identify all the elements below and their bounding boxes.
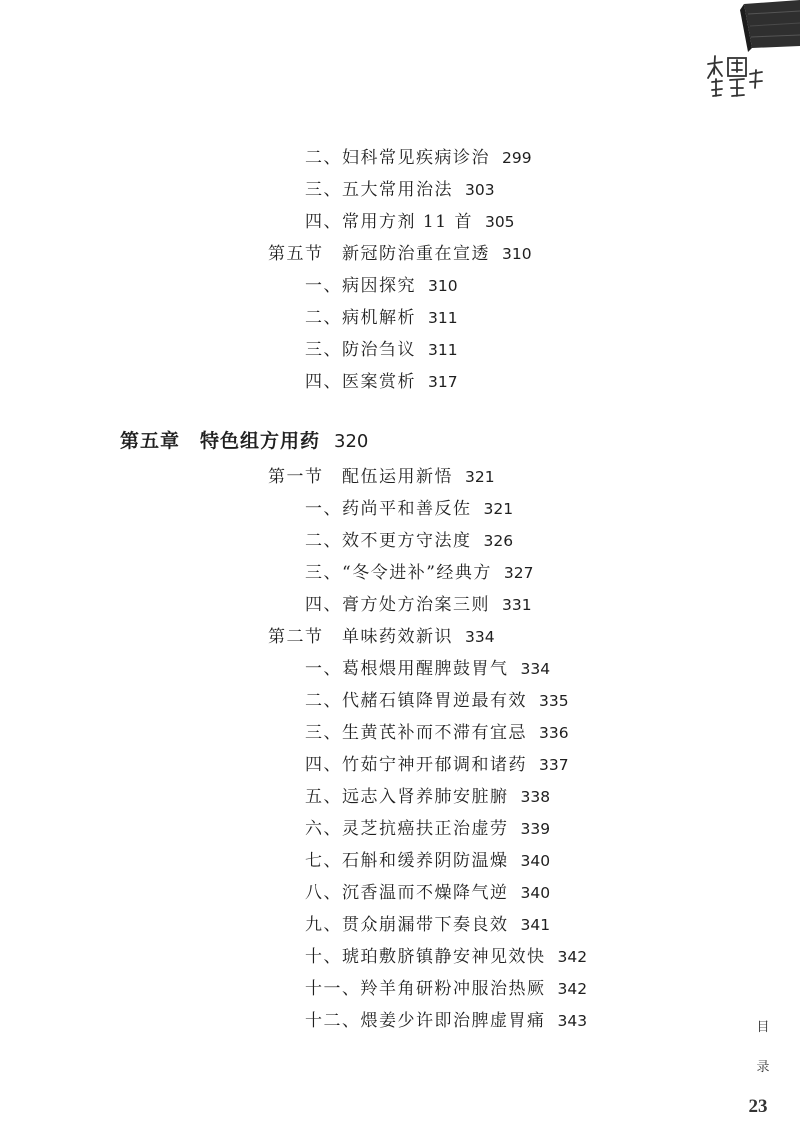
toc-entry[interactable] <box>305 850 550 872</box>
toc-entry-title: 六、灵芝抗癌扶正治虚劳 <box>305 819 509 839</box>
toc-entry[interactable] <box>305 722 569 744</box>
toc-entry[interactable] <box>305 946 587 968</box>
toc-entry[interactable] <box>305 211 515 233</box>
toc-entry-page: 336 <box>539 724 569 742</box>
toc-entry-page: 331 <box>502 596 532 614</box>
toc-section-entry[interactable] <box>268 626 495 648</box>
toc-entry[interactable] <box>305 147 532 169</box>
toc-entry-page: 299 <box>502 149 532 167</box>
toc-entry-page: 342 <box>557 980 588 998</box>
toc-entry-title: 四、常用方剂 11 首 <box>305 212 473 232</box>
toc-entry[interactable] <box>305 882 550 904</box>
toc-entry-title: 第一节 配伍运用新悟 <box>268 467 453 487</box>
toc-entry-page: 311 <box>428 341 458 359</box>
toc-entry[interactable] <box>305 179 495 201</box>
toc-entry[interactable] <box>305 530 513 552</box>
toc-chapter-entry[interactable] <box>120 430 368 453</box>
toc-entry-title: 十二、煨姜少许即治脾虚胃痛 <box>305 1011 546 1031</box>
toc-entry-title: 四、膏方处方治案三则 <box>305 595 490 615</box>
toc-entry-page: 339 <box>520 820 551 838</box>
toc-entry-page: 310 <box>502 245 532 263</box>
toc-entry-page: 343 <box>557 1012 588 1030</box>
toc-entry-page: 341 <box>520 916 551 934</box>
toc-entry[interactable] <box>305 371 458 393</box>
toc-entry-page: 303 <box>465 181 495 199</box>
toc-entry[interactable] <box>305 594 532 616</box>
toc-entry-page: 326 <box>483 532 514 550</box>
toc-entry-title: 二、病机解析 <box>305 308 416 328</box>
toc-entry[interactable] <box>305 1010 587 1032</box>
toc-entry-title: 一、药尚平和善反佐 <box>305 499 472 519</box>
toc-entry-title: 八、沉香温而不燥降气逆 <box>305 883 509 903</box>
toc-entry-page: 334 <box>520 660 551 678</box>
sidebar-label-mu: 目 <box>756 1020 770 1035</box>
toc-entry-page: 321 <box>465 468 495 486</box>
toc-entry-title: 四、医案赏析 <box>305 372 416 392</box>
toc-entry-page: 327 <box>503 564 534 582</box>
toc-entry-page: 340 <box>520 884 551 902</box>
toc-entry-title: 十、琥珀敷脐镇静安神见效快 <box>305 947 546 967</box>
toc-entry-title: 三、生黄芪补而不滞有宜忌 <box>305 723 527 743</box>
toc-entry[interactable] <box>305 307 458 329</box>
toc-entry-title: 二、代赭石镇降胃逆最有效 <box>305 691 527 711</box>
toc-entry-title: 十一、羚羊角研粉冲服治热厥 <box>305 979 546 999</box>
toc-entry-title: 二、妇科常见疾病诊治 <box>305 148 490 168</box>
page-number: 23 <box>748 1096 768 1117</box>
toc-entry-page: 317 <box>428 373 458 391</box>
toc-entry-title: 九、贯众崩漏带下奏良效 <box>305 915 509 935</box>
toc-entry-title: 七、石斛和缓养阴防温燥 <box>305 851 509 871</box>
toc-entry[interactable] <box>305 914 550 936</box>
toc-entry-title: 四、竹茹宁神开郁调和诸药 <box>305 755 527 775</box>
toc-entry-page: 321 <box>483 500 514 518</box>
toc-entry[interactable] <box>305 498 513 520</box>
toc-entry[interactable] <box>305 978 587 1000</box>
toc-entry[interactable] <box>305 818 550 840</box>
toc-entry-title: 三、防治刍议 <box>305 340 416 360</box>
toc-entry-page: 311 <box>428 309 458 327</box>
toc-entry-title: 二、效不更方守法度 <box>305 531 472 551</box>
toc-entry-page: 337 <box>539 756 569 774</box>
toc-entry-title: 第五节 新冠防治重在宣透 <box>268 244 490 264</box>
toc-entry-page: 338 <box>520 788 551 806</box>
toc-entry-title: 五、远志入肾养肺安脏腑 <box>305 787 509 807</box>
toc-entry-title: 三、“冬令进补”经典方 <box>305 563 492 583</box>
toc-entry-page: 342 <box>557 948 588 966</box>
toc-entry-page: 310 <box>428 277 458 295</box>
toc-entry[interactable] <box>305 690 569 712</box>
toc-section-entry[interactable] <box>268 466 495 488</box>
toc-entry[interactable] <box>305 658 550 680</box>
toc-entry[interactable] <box>305 339 458 361</box>
toc-chapter-title: 第五章 特色组方用药 <box>120 430 321 452</box>
toc-entry[interactable] <box>305 786 550 808</box>
toc-entry[interactable] <box>305 275 458 297</box>
toc-entry-page: 335 <box>539 692 569 710</box>
toc-section-entry[interactable] <box>268 243 532 265</box>
toc-entry-page: 320 <box>334 431 369 452</box>
toc-entry-title: 一、葛根煨用醒脾鼓胃气 <box>305 659 509 679</box>
toc-entry-page: 305 <box>484 213 515 231</box>
toc-entry-page: 340 <box>520 852 551 870</box>
toc-entry-page: 334 <box>465 628 495 646</box>
toc-entry[interactable] <box>305 562 533 584</box>
toc-entry[interactable] <box>305 754 569 776</box>
sidebar-label-lu: 录 <box>756 1060 770 1075</box>
toc-entry-title: 三、五大常用治法 <box>305 180 453 200</box>
toc-entry-title: 第二节 单味药效新识 <box>268 627 453 647</box>
toc-entry-title: 一、病因探究 <box>305 276 416 296</box>
